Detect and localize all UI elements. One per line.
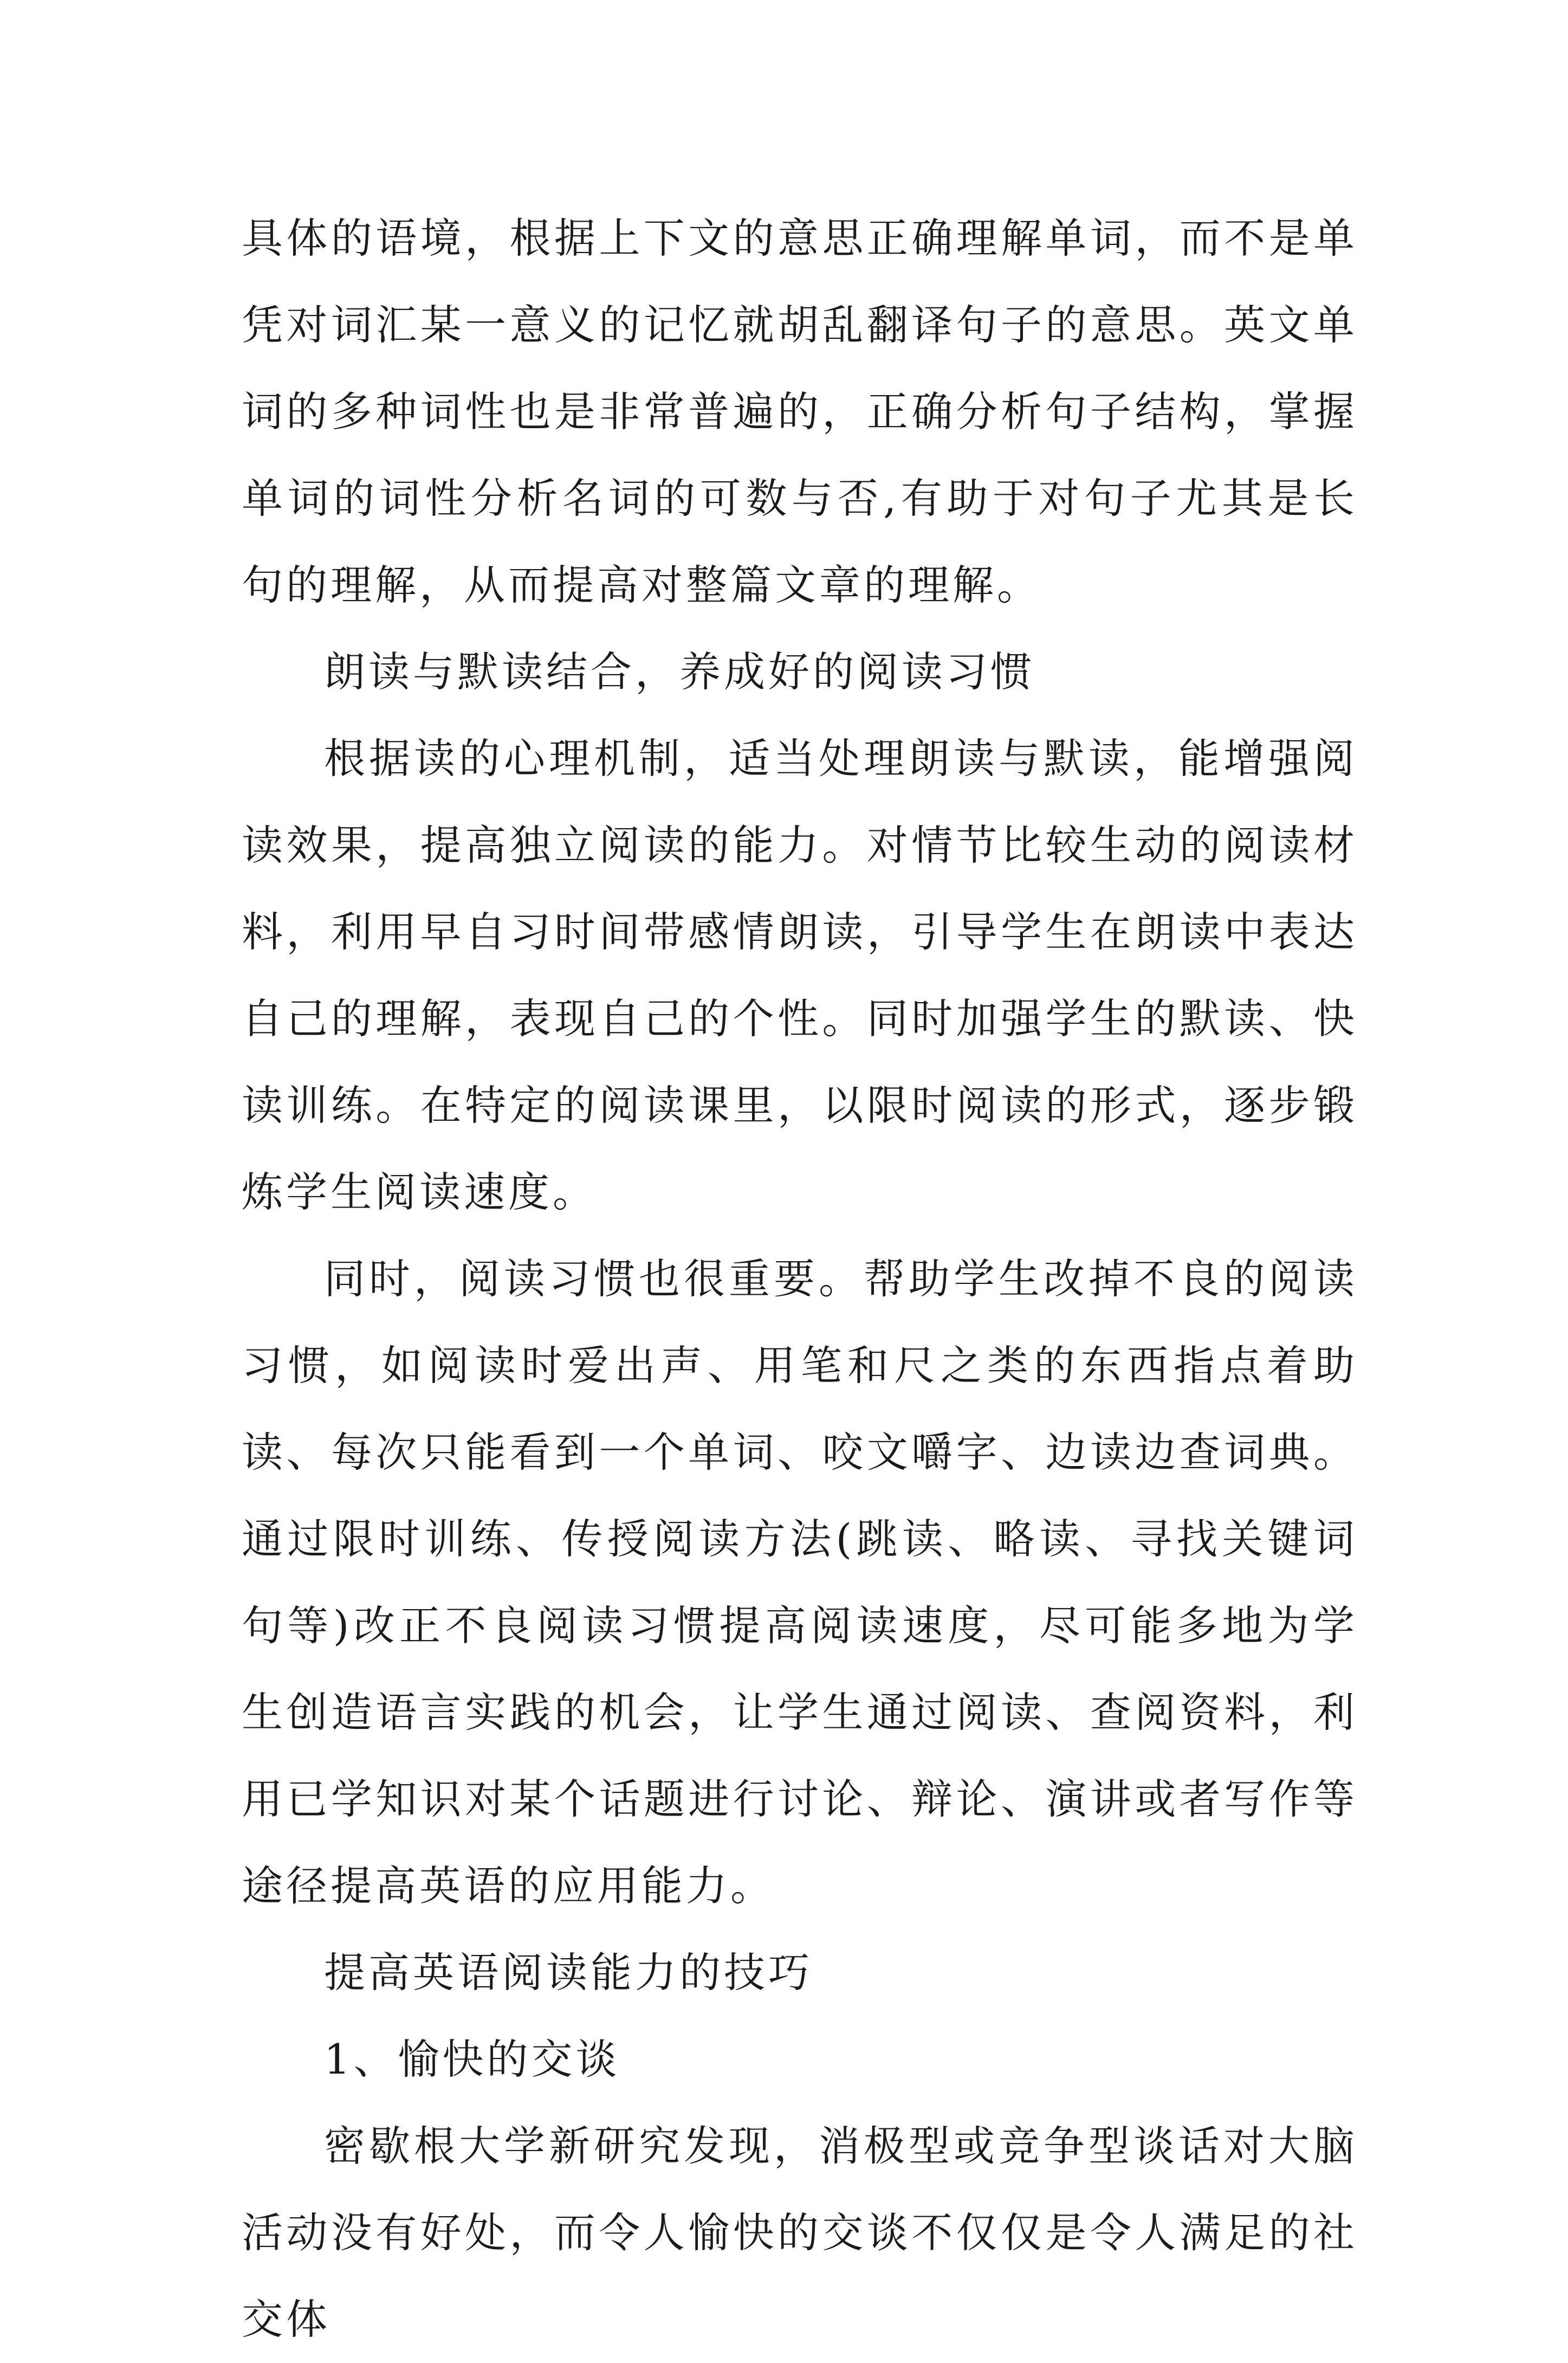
paragraph-michigan-study: 密歇根大学新研究发现，消极型或竞争型谈话对大脑活动没有好处，而令人愉快的交谈不仅仅是令人满足的社交体 bbox=[242, 2122, 1358, 2343]
paragraph-reading-mechanism: 根据读的心理机制，适当处理朗读与默读，能增强阅读效果，提高独立阅读的能力。对情节比较生动的阅读材料，利用早自习时间带感情朗读，引导学生在朗读中表达自己的理解，表现自己的个性。同时加强学生的默读、快读训练。在特定的阅读课里，以限时阅读的形式，逐步锻炼学生阅读速度。 bbox=[242, 734, 1358, 1216]
subheading-pleasant-conversation: 1、愉快的交谈 bbox=[324, 2035, 620, 2083]
section-heading-reading-habits: 朗读与默读结合，养成好的阅读习惯 bbox=[324, 648, 1035, 696]
paragraph-reading-habits: 同时，阅读习惯也很重要。帮助学生改掉不良的阅读习惯，如阅读时爱出声、用笔和尺之类的东西指点着助读、每次只能看到一个单词、咬文嚼字、边读边查词典。通过限时训练、传授阅读方法(跳读、略读、寻找关键词句等)改正不良阅读习惯提高阅读速度，尽可能多地为学生创造语言实践的机会，让学生通过阅读、查阅资料，利用已学知识对某个话题进行讨论、辩论、演讲或者写作等途径提高英语的应用能力。 bbox=[242, 1255, 1358, 1910]
document-body bbox=[242, 195, 1358, 2363]
paragraph-continuation: 具体的语境，根据上下文的意思正确理解单词，而不是单凭对词汇某一意义的记忆就胡乱翻译句子的意思。英文单词的多种词性也是非常普遍的，正确分析句子结构，掌握单词的词性分析名词的可数与否,有助于对句子尤其是长句的理解，从而提高对整篇文章的理解。 bbox=[242, 214, 1358, 609]
section-heading-reading-skills: 提高英语阅读能力的技巧 bbox=[324, 1948, 813, 1997]
